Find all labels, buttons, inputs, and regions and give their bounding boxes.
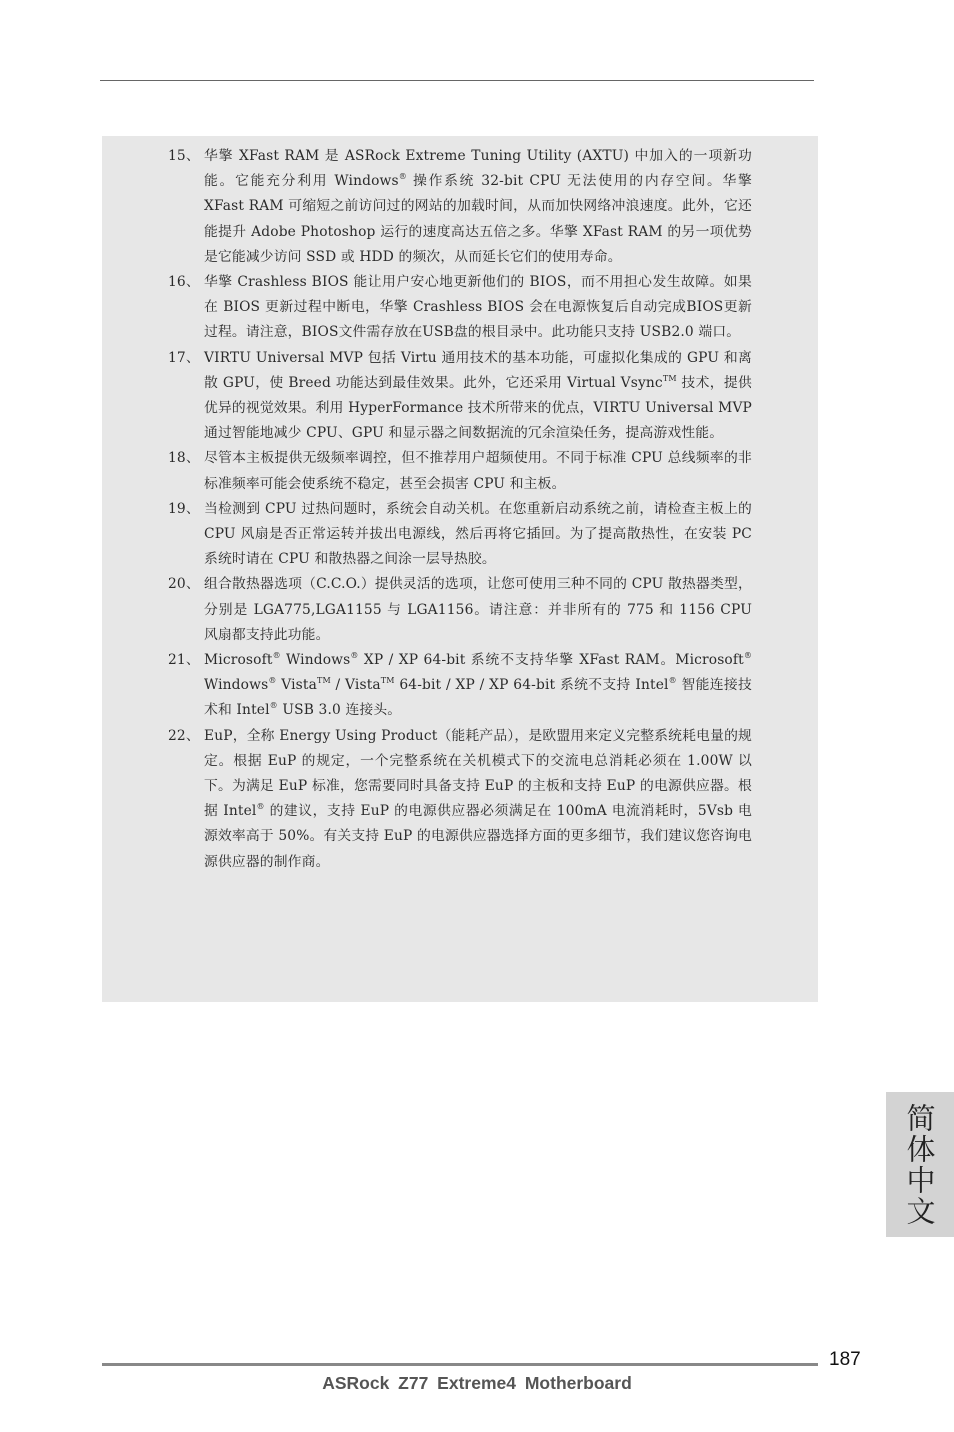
note-text: [204, 274, 752, 340]
note-text: [204, 728, 752, 870]
note-item: [168, 724, 752, 875]
note-text-run: EuP，全称 Energy Using Product（能耗产品），是欧盟用来定义完整系统耗电量的规定。根据 EuP 的规定，一个完整系统在关机模式下的交流电总消耗必须在 1.00W 以下。为满足 EuP 标准，您需要同时具备支持 EuP 的主板和支持 EuP 的电源供应器。根据 Intel: [204, 727, 752, 820]
note-text-run: 的建议，支持 EuP 的电源供应器必须满足在 100mA 电流消耗时，5Vsb 电源效率高于 50%。有关支持 EuP 的电源供应器选择方面的更多细节，我们建议您咨询电源供应器的制作商。: [204, 803, 752, 870]
note-number: 16、: [168, 274, 200, 291]
note-number: 22、: [168, 727, 200, 744]
note-text-run: 华擎 Crashless BIOS 能让用户安心地更新他们的 BIOS，而不用担心发生故障。如果在 BIOS 更新过程中断电，华擎 Crashless BIOS 会在电源恢复后自动完成BIOS更新过程。请注意，BIOS文件需存放在USB盘的根目录中。此功能只支持 USB2.0 端口。: [204, 274, 752, 341]
superscript-mark: ®: [350, 651, 359, 661]
note-item: [168, 270, 752, 346]
note-text-run: Vista: [276, 677, 317, 694]
note-text-run: 华擎 XFast RAM 是 ASRock Extreme Tuning Utility (AXTU) 中加入的一项新功能。它能充分利用 Windows: [204, 148, 752, 190]
note-number: 18、: [168, 450, 200, 467]
note-item: [168, 572, 752, 648]
superscript-mark: ®: [272, 651, 281, 661]
notes-list: [168, 144, 752, 875]
note-item: [168, 497, 752, 573]
top-divider: [100, 80, 814, 81]
note-text-run: USB 3.0 连接头。: [277, 702, 402, 719]
note-text-run: Microsoft: [204, 652, 273, 669]
note-text-run: 64-bit / XP / XP 64-bit 系统不支持 Intel: [394, 677, 669, 694]
note-number: 17、: [168, 349, 200, 366]
superscript-mark: TM: [662, 373, 677, 383]
page-number: 187: [829, 1349, 861, 1370]
note-item: [168, 346, 752, 447]
superscript-mark: ®: [256, 802, 265, 812]
note-text-run: XP / XP 64-bit 系统不支持华擎 XFast RAM。Microsoft: [358, 652, 744, 669]
note-text: [204, 652, 752, 718]
notes-panel: [102, 136, 818, 1002]
note-text: [204, 350, 752, 442]
note-text-run: 当检测到 CPU 过热问题时，系统会自动关机。在您重新启动系统之前，请检查主板上的 CPU 风扇是否正常运转并拔出电源线，然后再将它插回。为了提高散热性，在安装 PC 系统时请在 CPU 和散热器之间涂一层导热胶。: [204, 500, 752, 568]
note-text-run: 智能连接技术和 Intel: [204, 677, 752, 719]
superscript-mark: TM: [316, 676, 331, 686]
footer-divider: [102, 1363, 818, 1366]
superscript-mark: ®: [269, 701, 278, 711]
superscript-mark: ®: [398, 172, 407, 182]
superscript-mark: ®: [743, 651, 752, 661]
note-text-run: Windows: [280, 652, 351, 669]
note-item: [168, 648, 752, 724]
footer-product-title: ASRock Z77 Extreme4 Motherboard: [322, 1373, 632, 1393]
superscript-mark: TM: [380, 676, 395, 686]
note-text: [204, 576, 752, 642]
note-text: [204, 450, 752, 491]
note-text-run: 技术，提供优异的视觉效果。利用 HyperFormance 技术所带来的优点，VIRTU Universal MVP 通过智能地减少 CPU、GPU 和显示器之间数据流的冗余渲染任务，提高游戏性能。: [204, 374, 752, 442]
note-text: [204, 148, 752, 265]
note-text-run: 尽管本主板提供无级频率调控，但不推荐用户超频使用。不同于标准 CPU 总线频率的非标准频率可能会使系统不稳定，甚至会损害 CPU 和主板。: [204, 450, 752, 492]
note-number: 20、: [168, 576, 200, 593]
note-text-run: 组合散热器选项（C.C.O.）提供灵活的选项，让您可使用三种不同的 CPU 散热器类型，分别是 LGA775,LGA1155 与 LGA1156。请注意：并非所有的 775 和 1156 CPU 风扇都支持此功能。: [204, 576, 752, 643]
note-text: [204, 501, 752, 567]
superscript-mark: ®: [268, 676, 277, 686]
note-item: [168, 144, 752, 270]
language-tab-label: 简体中文: [902, 1102, 937, 1227]
note-text-run: VIRTU Universal MVP 包括 Virtu 通用技术的基本功能，可虚拟化集成的 GPU 和离散 GPU，使 Breed 功能达到最佳效果。此外，它还采用 Virtual Vsync: [204, 349, 752, 391]
language-tab: [886, 1092, 954, 1237]
note-text-run: Windows: [204, 677, 269, 694]
superscript-mark: ®: [668, 676, 677, 686]
note-text-run: / Vista: [330, 677, 381, 694]
note-item: [168, 446, 752, 496]
note-text-run: 操作系统 32-bit CPU 无法使用的内存空间。华擎 XFast RAM 可缩短之前访问过的网站的加载时间，从而加快网络冲浪速度。此外，它还能提升 Adobe Photoshop 运行的速度高达五倍之多。华擎 XFast RAM 的另一项优势是它能减少访问 SSD 或 HDD 的频次，从而延长它们的使用寿命。: [204, 173, 752, 265]
note-number: 19、: [168, 500, 200, 517]
note-number: 21、: [168, 652, 200, 669]
note-number: 15、: [168, 148, 200, 164]
